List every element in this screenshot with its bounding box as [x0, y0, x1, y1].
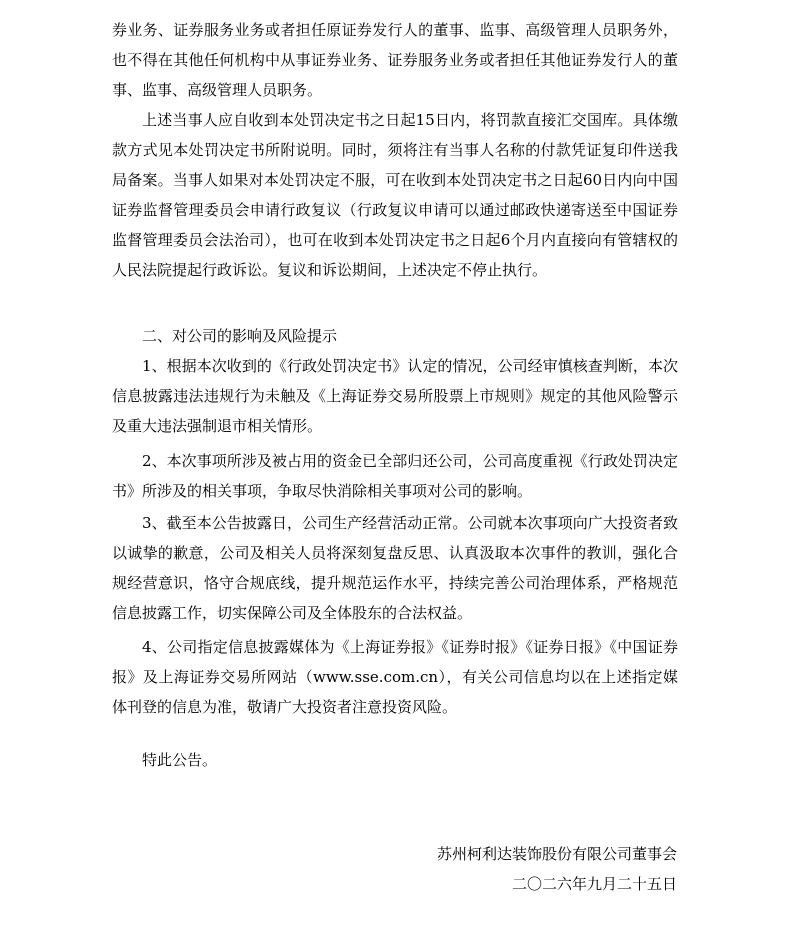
- section-heading: 二、对公司的影响及风险提示: [142, 327, 338, 345]
- signature: 苏州柯利达装饰股份有限公司董事会: [436, 845, 677, 863]
- impact-item-2: 2、本次事项所涉及被占用的资金已全部归还公司，公司高度重视《行政处罚决定书》所涉及的相关事项，争取尽快消除相关事项对公司的影响。: [112, 452, 678, 500]
- penalty-payment-paragraph: 上述当事人应自收到本处罚决定书之日起15日内，将罚款直接汇交国库。具体缴款方式见本处罚决定书所附说明。同时，须将注有当事人名称的付款凭证复印件送我局备案。当事人如果对本处罚决定不服，可在收到本处罚决定书之日起60日内向中国证券监督管理委员会申请行政复议（行政复议申请可以通过邮政快递寄送至中国证券监督管理委员会法治司），也可在收到本处罚决定书之日起6个月内直接向有管辖权的人民法院提起行政诉讼。复议和诉讼期间，上述决定不停止执行。: [112, 111, 678, 279]
- impact-item-3: 3、截至本公告披露日，公司生产经营活动正常。公司就本次事项向广大投资者致以诚挚的歉意，公司及相关人员将深刻复盘反思、认真汲取本次事件的教训，强化合规经营意识，恪守合规底线，提升规范运作水平，持续完善公司治理体系，严格规范信息披露工作，切实保障公司及全体股东的合法权益。: [112, 514, 678, 622]
- impact-item-1: 1、根据本次收到的《行政处罚决定书》认定的情况，公司经审慎核查判断，本次信息披露违法违规行为未触及《上海证券交易所股票上市规则》规定的其他风险警示及重大违法强制退市相关情形。: [112, 357, 678, 435]
- closing-statement: 特此公告。: [142, 751, 218, 769]
- impact-item-4: 4、公司指定信息披露媒体为《上海证券报》《证券时报》《证券日报》《中国证券报》及上海证券交易所网站（www.sse.com.cn），有关公司信息均以在上述指定媒体刊登的信息为准，敬请广大投资者注意投资风险。: [112, 638, 678, 716]
- continued-paragraph: 券业务、证券服务业务或者担任原证券发行人的董事、监事、高级管理人员职务外，也不得在其他任何机构中从事证券业务、证券服务业务或者担任其他证券发行人的董事、监事、高级管理人员职务。: [112, 21, 678, 99]
- document-date: 二〇二六年九月二十五日: [511, 875, 677, 893]
